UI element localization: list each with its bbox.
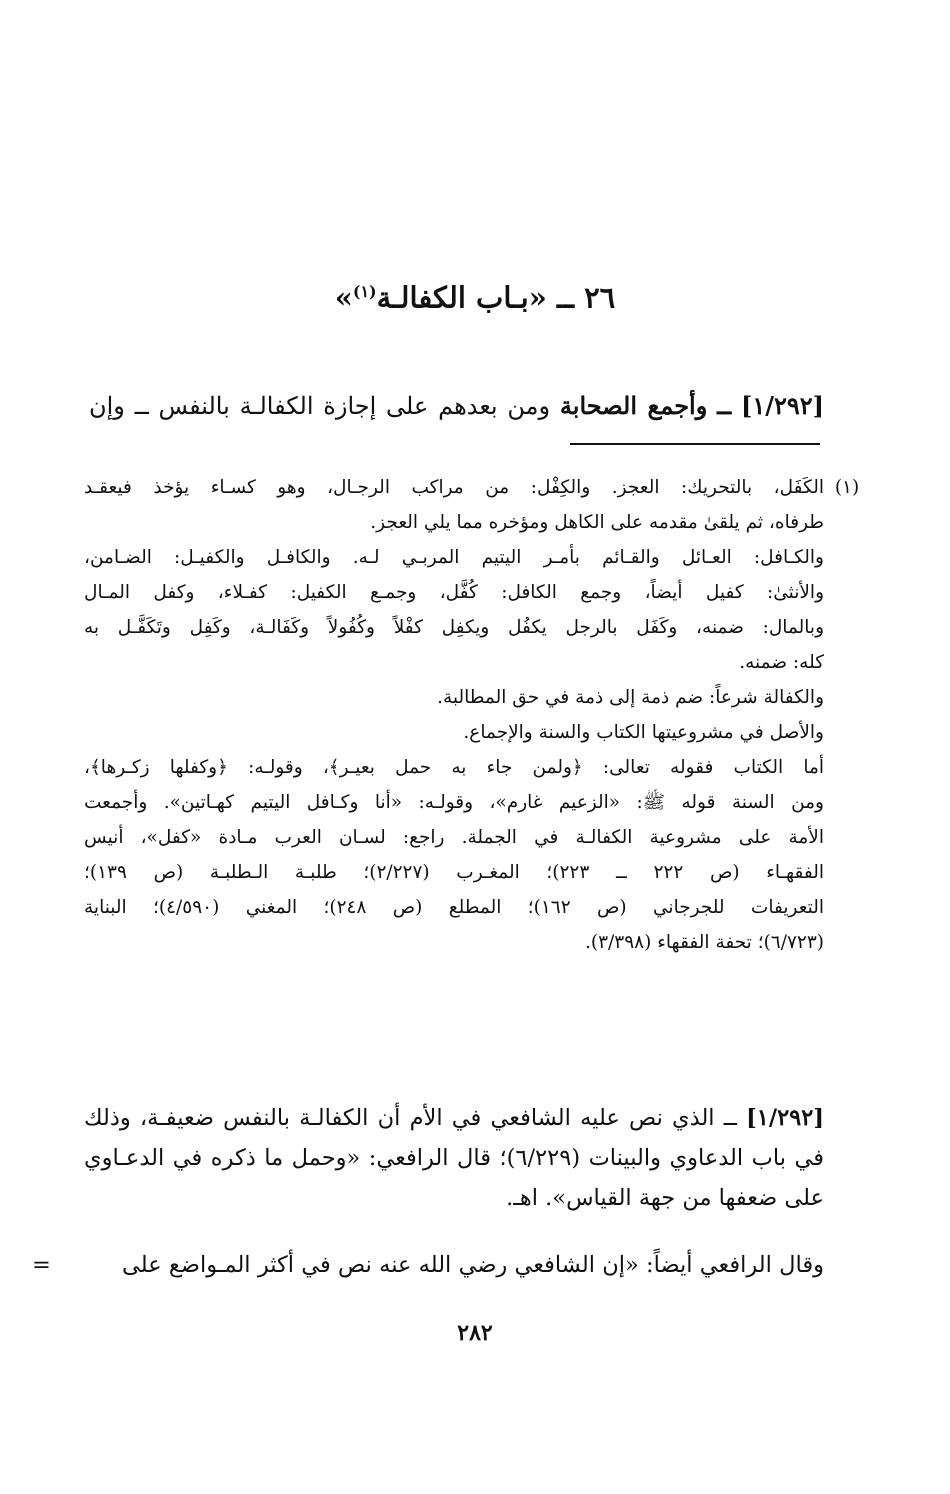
footnote-line: طرفاه، ثم يلقىٰ مقدمه على الكاهل ومؤخره مما يلي العجز. bbox=[370, 512, 824, 533]
commentary-line: في باب الدعاوي والبينات (٦/٢٢٩)؛ قال الرافعي: «وحمل ما ذكره في الدعـاوي bbox=[84, 1145, 824, 1171]
chapter-title bbox=[0, 270, 950, 320]
main-text-line bbox=[89, 386, 824, 426]
chapter-number: ٢٦ bbox=[584, 280, 616, 315]
footnote-divider bbox=[570, 443, 820, 445]
footnote-line: (٦/٧٢٣)؛ تحفة الفقهاء (٣/٣٩٨). bbox=[585, 932, 824, 953]
commentary-block bbox=[84, 1098, 824, 1218]
footnote-line: وبالمال: ضمنه، وكَفَل بالرجل يكفُل ويكفِل كفْلاً وكُفُولاً وكَفَالـة، وكَفِل وتَكَفَّـل به bbox=[84, 617, 824, 638]
chapter-footnote-ref[interactable]: (١) bbox=[352, 282, 377, 301]
chapter-dash: ــ bbox=[556, 280, 574, 315]
page-number: ٢٨٢ bbox=[457, 1320, 493, 1346]
commentary-line: وقال الرافعي أيضاً: «إن الشافعي رضي الله عنه نص في أكثر المـواضع على bbox=[122, 1252, 824, 1278]
chapter-close-quote: » bbox=[334, 280, 353, 315]
footnote-block bbox=[84, 470, 860, 960]
footnote-line: الأمة على مشروعية الكفالـة في الجملة. راجع: لسـان العرب مـادة «كفل»، أنيس bbox=[84, 827, 824, 848]
footnote-line: التعريفات للجرجاني (ص ١٦٢)؛ المطلع (ص ٢٤٨)؛ المغني (٤/٥٩٠)؛ البناية bbox=[84, 897, 824, 918]
footnote-marker: (١) bbox=[834, 477, 860, 498]
commentary-line: على ضعفها من جهة القياس». اهـ. bbox=[506, 1185, 824, 1211]
commentary-paragraph-ref: [١/٢٩٢] bbox=[746, 1105, 824, 1131]
main-bold-phrase: وأجمع الصحابة bbox=[559, 391, 708, 420]
footnote-line: والأنثىٰ: كفيل أيضاً، وجمع الكافل: كُفَّل، وجمـع الكفيل: كفـلاء، وكفل المـال bbox=[84, 582, 824, 603]
footnote-line: كله: ضمنه. bbox=[739, 652, 824, 673]
footnote-line: الكَفَل، بالتحريك: العجز. والكِفْل: من مراكب الرجـال، وهو كسـاء يؤخذ فيعقـد bbox=[84, 477, 824, 498]
footnote-line: والكفالة شرعاً: ضم ذمة إلى ذمة في حق المطالبة. bbox=[437, 687, 824, 708]
footnote-line: الفقهـاء (ص ٢٢٢ ــ ٢٢٣)؛ المغـرب (٢/٢٢٧)؛ طلبـة الـطلبـة (ص ١٣٩)؛ bbox=[84, 862, 824, 883]
main-text: ومن بعدهم على إجازة الكفالـة بالنفس ــ وإن bbox=[89, 392, 551, 420]
footnote-line: والأصل في مشروعيتها الكتاب والسنة والإجماع. bbox=[463, 722, 824, 743]
footnote-line: والكـافل: العـائل والقـائم بأمـر اليتيم المربـي لـه. والكافـل والكفيـل: الضـامن، bbox=[84, 547, 824, 568]
chapter-heading-text: «بـاب الكفالـة bbox=[376, 280, 547, 315]
commentary-first-line-text: ــ الذي نص عليه الشافعي في الأم أن الكفالـة بالنفس ضعيفـة، وذلك bbox=[84, 1105, 737, 1131]
footnote-line: أما الكتاب فقوله تعالى: ﴿ولمن جاء به حمل بعيـر﴾، وقولـه: ﴿وكفلها زكـرها﴾، bbox=[84, 757, 824, 778]
main-dash: ــ bbox=[717, 391, 732, 420]
continuation-mark: = bbox=[32, 1252, 51, 1278]
footnote-line: ومن السنة قوله ﷺ: «الزعيم غارم»، وقولـه: «أنا وكـافل اليتيم كهـاتين». وأجمعت bbox=[84, 792, 824, 813]
main-paragraph-ref: [١/٢٩٢] bbox=[740, 391, 824, 420]
commentary-line bbox=[84, 1098, 824, 1138]
